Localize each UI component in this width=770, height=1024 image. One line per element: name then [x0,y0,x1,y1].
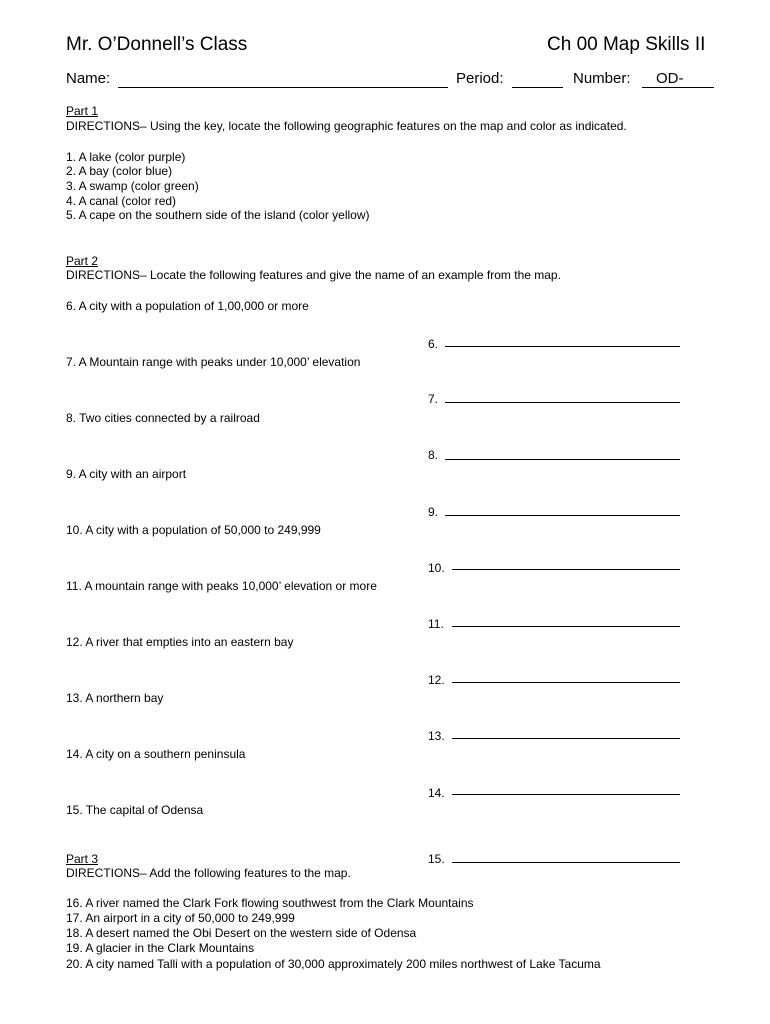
answer-label: 8. [428,448,439,462]
list-item: 1. A lake (color purple) [66,150,186,164]
list-item: 3. A swamp (color green) [66,179,199,193]
part2-heading: Part 2 [66,254,99,268]
answer-label: 13. [428,729,445,743]
chapter-title: Ch 00 Map Skills II [547,34,706,55]
part1-directions: DIRECTIONS– Using the key, locate the following geographic features on the map and color as indicated. [66,119,627,133]
period-field[interactable] [512,87,563,88]
answer-line[interactable] [452,682,680,683]
period-label: Period: [456,70,504,87]
answer-line[interactable] [452,626,680,627]
answer-line[interactable] [445,459,680,460]
list-item: 5. A cape on the southern side of the island (color yellow) [66,208,370,222]
question: 15. The capital of Odensa [66,803,204,817]
answer-label: 10. [428,561,445,575]
question: 9. A city with an airport [66,467,187,481]
question: 8. Two cities connected by a railroad [66,411,260,425]
answer-label: 14. [428,786,445,800]
answer-label: 6. [428,337,439,351]
name-field[interactable] [118,87,448,88]
answer-label: 7. [428,392,439,406]
answer-line[interactable] [452,862,680,863]
list-item: 17. An airport in a city of 50,000 to 249,999 [66,911,295,925]
list-item: 4. A canal (color red) [66,194,177,208]
answer-label: 11. [428,617,444,631]
answer-label: 9. [428,505,439,519]
answer-label: 12. [428,673,445,687]
number-field[interactable] [642,87,714,88]
question: 7. A Mountain range with peaks under 10,000’ elevation [66,355,361,369]
part2-directions: DIRECTIONS– Locate the following features and give the name of an example from the map. [66,268,561,282]
answer-line[interactable] [445,515,680,516]
list-item: 20. A city named Talli with a population of 30,000 approximately 200 miles northwest of Lake Tacuma [66,957,601,971]
question: 12. A river that empties into an eastern bay [66,635,294,649]
list-item: 19. A glacier in the Clark Mountains [66,941,255,955]
answer-line[interactable] [452,738,680,739]
list-item: 18. A desert named the Obi Desert on the western side of Odensa [66,926,417,940]
question: 6. A city with a population of 1,00,000 or more [66,299,309,313]
question: 13. A northern bay [66,691,164,705]
answer-line[interactable] [445,346,680,347]
class-name: Mr. O’Donnell’s Class [66,34,248,55]
number-prefix: OD- [656,70,684,87]
list-item: 16. A river named the Clark Fork flowing southwest from the Clark Mountains [66,896,474,910]
name-label: Name: [66,70,111,87]
part1-heading: Part 1 [66,104,99,118]
answer-line[interactable] [452,794,680,795]
question: 14. A city on a southern peninsula [66,747,246,761]
question: 11. A mountain range with peaks 10,000’ elevation or more [66,579,377,593]
answer-line[interactable] [452,569,680,570]
list-item: 2. A bay (color blue) [66,164,173,178]
number-label: Number: [573,70,631,87]
part3-directions: DIRECTIONS– Add the following features to the map. [66,866,351,880]
answer-label: 15. [428,852,445,866]
question: 10. A city with a population of 50,000 to 249,999 [66,523,321,537]
part3-heading: Part 3 [66,852,99,866]
answer-line[interactable] [445,402,680,403]
